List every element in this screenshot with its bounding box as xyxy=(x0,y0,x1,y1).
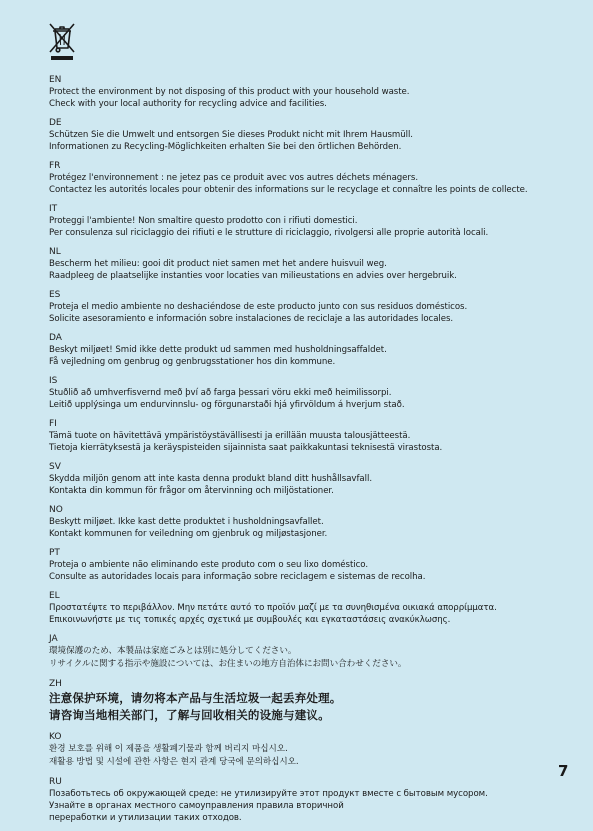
notice-text-line: Узнайте в органах местного самоуправления правила вторичной xyxy=(49,801,344,811)
notice-text-line: Solicite asesoramiento e información sobre instalaciones de reciclaje a las autoridades locales. xyxy=(49,314,454,324)
page-number: 7 xyxy=(558,762,569,780)
language-code: PT xyxy=(49,548,60,558)
language-block-ja xyxy=(49,633,569,671)
notice-text-line: Protect the environment by not disposing of this product with your household waste. xyxy=(49,87,410,97)
notice-text-line: Check with your local authority for recycling advice and facilities. xyxy=(49,99,327,109)
notice-text-line: Consulte as autoridades locais para informação sobre reciclagem e sistemas de recolha. xyxy=(49,572,426,582)
notice-text-line: Contactez les autorités locales pour obtenir des informations sur le recyclage et connaître les points de collecte. xyxy=(49,185,528,195)
notice-text-line: Επικοινωνήστε με τις τοπικές αρχές σχετικά με συμβουλές και εγκαταστάσεις ανακύκλωσης. xyxy=(49,615,451,625)
notice-text-line: Bescherm het milieu: gooi dit product niet samen met het andere huisvuil weg. xyxy=(49,259,387,269)
language-code: EN xyxy=(49,75,62,85)
crossed-out-wheelie-bin-icon xyxy=(46,20,78,62)
notice-text-line: Skydda miljön genom att inte kasta denna produkt bland ditt hushållsavfall. xyxy=(49,474,372,484)
notice-text-line: Stuðlið að umhverfisvernd með því að farga þessari vöru ekki með heimilissorpi. xyxy=(49,388,392,398)
language-block-es xyxy=(49,289,569,325)
language-code: JA xyxy=(49,634,58,644)
notice-text-line: Raadpleeg de plaatselijke instanties voor locaties van milieustations en advies over hergebruik. xyxy=(49,271,457,281)
language-block-zh xyxy=(49,678,569,724)
notice-text-line: Kontakt kommunen for veiledning om gjenbruk og miljøstasjoner. xyxy=(49,529,328,539)
notice-text-line: Beskytt miljøet. Ikke kast dette produktet i husholdningsavfallet. xyxy=(49,517,324,527)
notice-text-line: 環境保護のため、本製品は家庭ごみとは別に処分してください。 xyxy=(49,646,297,656)
language-block-pt xyxy=(49,547,569,583)
language-block-is xyxy=(49,375,569,411)
language-block-fi xyxy=(49,418,569,454)
notice-text-line: 재활용 방법 및 시설에 관한 사항은 현지 관계 당국에 문의하십시오. xyxy=(49,757,299,767)
language-block-en xyxy=(49,74,569,110)
language-code: EL xyxy=(49,591,60,601)
notice-text-line: 请咨询当地相关部门，了解与回收相关的设施与建议。 xyxy=(49,708,330,722)
language-code: FR xyxy=(49,161,61,171)
notice-text-line: Kontakta din kommun för frågor om återvinning och miljöstationer. xyxy=(49,486,334,496)
language-code: KO xyxy=(49,732,62,742)
language-code: NL xyxy=(49,247,61,257)
notice-text-line: Позаботьтесь об окружающей среде: не утилизируйте этот продукт вместе с бытовым мусором. xyxy=(49,789,488,799)
language-code: IS xyxy=(49,376,58,386)
language-code: SV xyxy=(49,462,61,472)
notice-text-line: 환경 보호를 위해 이 제품을 생활폐기물과 함께 버리지 마십시오. xyxy=(49,744,288,754)
language-code: NO xyxy=(49,505,63,515)
language-block-ru xyxy=(49,776,569,824)
notice-text-line: переработки и утилизации таких отходов. xyxy=(49,813,242,823)
notice-text-line: Få vejledning om genbrug og genbrugsstationer hos din kommune. xyxy=(49,357,336,367)
notice-text-line: Tämä tuote on hävitettävä ympäristöystävällisesti ja erillään muusta talousjätteestä. xyxy=(49,431,411,441)
language-block-sv xyxy=(49,461,569,497)
language-code: FI xyxy=(49,419,57,429)
language-block-ko xyxy=(49,731,569,769)
notice-text-line: 注意保护环境，请勿将本产品与生活垃圾一起丢弃处理。 xyxy=(49,691,342,705)
language-block-no xyxy=(49,504,569,540)
notice-text-line: リサイクルに関する指示や施設については、お住まいの地方自治体にお問い合わせください。 xyxy=(49,659,407,669)
language-code: ES xyxy=(49,290,61,300)
notice-text-line: Tietoja kierrätyksestä ja keräyspisteiden sijainnista saat paikkakuntasi teknisestä virastosta. xyxy=(49,443,443,453)
language-block-fr xyxy=(49,160,569,196)
language-block-da xyxy=(49,332,569,368)
language-code: IT xyxy=(49,204,58,214)
language-block-it xyxy=(49,203,569,239)
notice-text-line: Προστατέψτε το περιβάλλον. Μην πετάτε αυτό το προϊόν μαζί με τα συνηθισμένα οικιακά απορρίμματα. xyxy=(49,603,497,613)
notice-text-line: Beskyt miljøet! Smid ikke dette produkt ud sammen med husholdningsaffaldet. xyxy=(49,345,387,355)
language-code: RU xyxy=(49,777,62,787)
notice-text-line: Proteja o ambiente não eliminando este produto com o seu lixo doméstico. xyxy=(49,560,369,570)
notice-text-line: Proteggi l'ambiente! Non smaltire questo prodotto con i rifiuti domestici. xyxy=(49,216,358,226)
language-code: ZH xyxy=(49,679,62,689)
language-code: DA xyxy=(49,333,62,343)
notice-text-line: Per consulenza sul riciclaggio dei rifiuti e le strutture di riciclaggio, rivolgersi alle proprie autorità locali. xyxy=(49,228,489,238)
recycling-notice xyxy=(49,74,569,831)
notice-text-line: Informationen zu Recycling-Möglichkeiten erhalten Sie bei den örtlichen Behörden. xyxy=(49,142,402,152)
notice-text-line: Schützen Sie die Umwelt und entsorgen Sie dieses Produkt nicht mit Ihrem Hausmüll. xyxy=(49,130,413,140)
language-block-nl xyxy=(49,246,569,282)
language-block-de xyxy=(49,117,569,153)
language-block-el xyxy=(49,590,569,626)
notice-text-line: Protégez l'environnement : ne jetez pas ce produit avec vos autres déchets ménagers. xyxy=(49,173,419,183)
notice-text-line: Leitið upplýsinga um endurvinnslu- og förgunarstaði hjá yfirvöldum á hverjum stað. xyxy=(49,400,405,410)
notice-text-line: Proteja el medio ambiente no deshaciéndose de este producto junto con sus residuos domésticos. xyxy=(49,302,468,312)
language-code: DE xyxy=(49,118,62,128)
